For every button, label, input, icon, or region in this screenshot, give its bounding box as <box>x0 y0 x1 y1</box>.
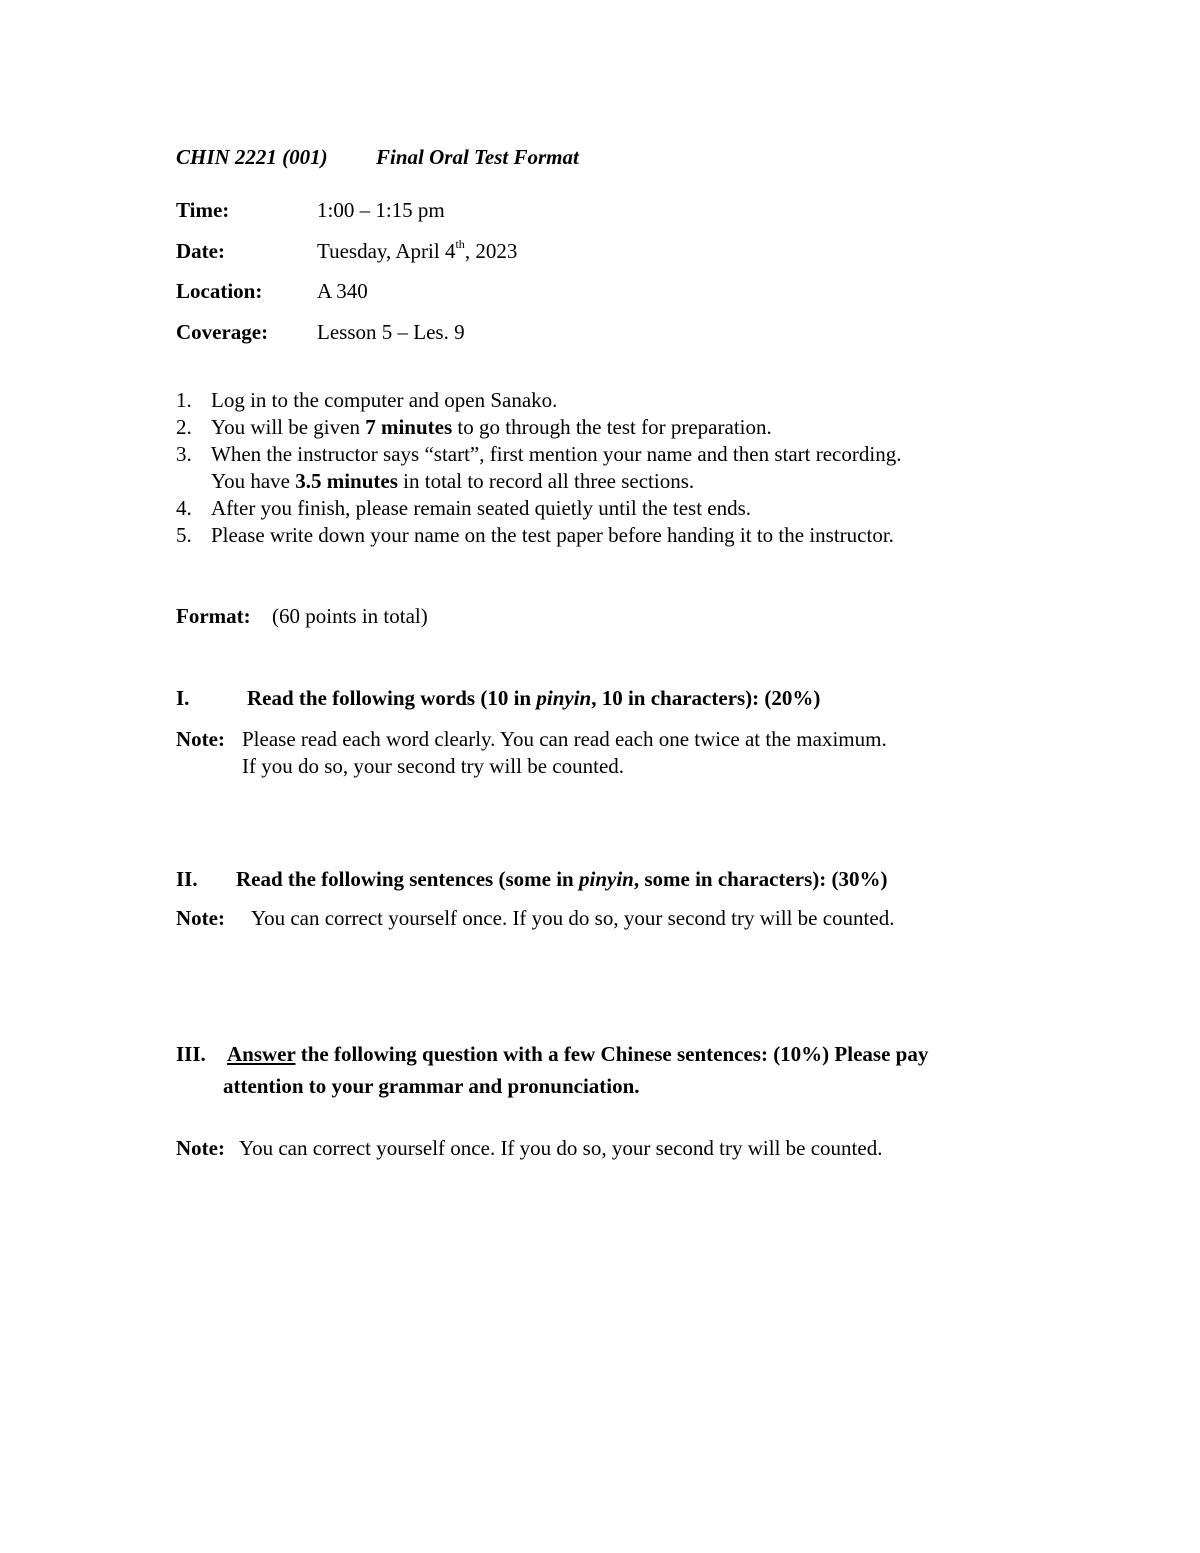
section-heading: Read the following sentences (some in pinyin, some in characters): (30%) <box>236 867 888 891</box>
date-label: Date: <box>176 239 225 263</box>
instruction-number: 3. <box>176 442 192 466</box>
note-label: Note: <box>176 727 225 751</box>
instruction-item: When the instructor says “start”, first mention your name and then start recording. <box>211 442 902 466</box>
location-value: A 340 <box>317 279 368 303</box>
note-label: Note: <box>176 1136 225 1160</box>
course-code: CHIN 2221 (001) <box>176 145 328 169</box>
instruction-number: 4. <box>176 496 192 520</box>
note-text: You can correct yourself once. If you do so, your second try will be counted. <box>239 1136 883 1160</box>
instruction-number: 5. <box>176 523 192 547</box>
section-heading-continued: attention to your grammar and pronunciation. <box>223 1074 640 1098</box>
instruction-item: After you finish, please remain seated quietly until the test ends. <box>211 496 752 520</box>
document-title: Final Oral Test Format <box>376 145 579 169</box>
instruction-number: 1. <box>176 388 192 412</box>
note-text-continued: If you do so, your second try will be counted. <box>242 754 625 778</box>
date-value: Tuesday, April 4th, 2023 <box>317 237 518 263</box>
time-label: Time: <box>176 198 230 222</box>
section-numeral: III. <box>176 1042 206 1066</box>
time-value: 1:00 – 1:15 pm <box>317 198 445 222</box>
instruction-item-continued: You have 3.5 minutes in total to record all three sections. <box>211 469 695 493</box>
instruction-item: Please write down your name on the test paper before handing it to the instructor. <box>211 523 894 547</box>
format-label: Format: <box>176 604 251 628</box>
instruction-item: Log in to the computer and open Sanako. <box>211 388 558 412</box>
location-label: Location: <box>176 279 263 303</box>
instruction-item: You will be given 7 minutes to go through the test for preparation. <box>211 415 772 439</box>
note-text: You can correct yourself once. If you do so, your second try will be counted. <box>251 906 895 930</box>
note-text: Please read each word clearly. You can read each one twice at the maximum. <box>242 727 887 751</box>
section-heading: Read the following words (10 in pinyin, 10 in characters): (20%) <box>247 686 821 710</box>
coverage-label: Coverage: <box>176 320 269 344</box>
instruction-number: 2. <box>176 415 192 439</box>
format-value: (60 points in total) <box>272 604 428 628</box>
section-numeral: I. <box>176 686 190 710</box>
section-numeral: II. <box>176 867 198 891</box>
note-label: Note: <box>176 906 225 930</box>
coverage-value: Lesson 5 – Les. 9 <box>317 320 465 344</box>
section-heading: Answer the following question with a few Chinese sentences: (10%) Please pay <box>227 1042 929 1066</box>
